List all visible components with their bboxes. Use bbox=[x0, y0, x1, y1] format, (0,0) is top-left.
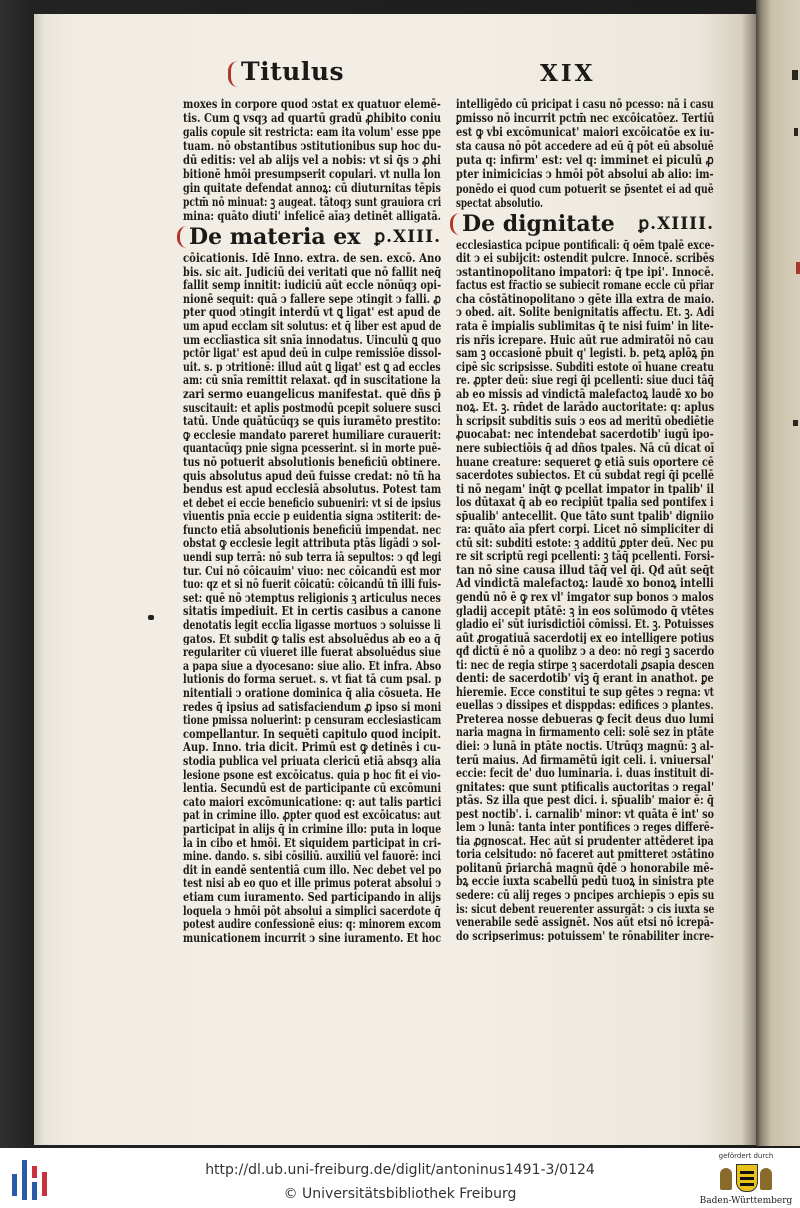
text-line-content: huane creature: sequeret ꝙ etiā suis oportere cē bbox=[456, 454, 714, 469]
text-line-content: los dūtaxat q̄ ab eo recipiūt tpalia sed pontifex i bbox=[456, 495, 714, 509]
text-line-content: lentia. Secundū est de participante cū excōmuni bbox=[183, 781, 441, 795]
text-line bbox=[183, 836, 441, 850]
running-head-text: Titulus bbox=[241, 57, 345, 86]
text-line bbox=[183, 564, 441, 578]
text-line bbox=[183, 333, 441, 347]
right-text-column bbox=[456, 97, 714, 942]
text-line bbox=[183, 713, 441, 727]
text-line-content: pest noctib'. i. carnalib' minor: vt quāta ē int' so bbox=[456, 806, 714, 821]
text-line bbox=[183, 795, 441, 809]
text-line bbox=[456, 820, 714, 834]
text-line bbox=[183, 251, 441, 265]
text-line-content: Preterea nosse debueras ꝙ fecit deus duo lumi bbox=[456, 711, 714, 726]
text-line bbox=[183, 346, 441, 360]
text-line-content: tan nō sine causa illud tāq̄ vel q̄i. Qđ aūt seq̄t bbox=[456, 562, 714, 577]
text-line bbox=[456, 874, 714, 888]
right-block-before bbox=[456, 97, 714, 210]
text-line-content: dū editis: vel ab alijs vel a nobis: vt si q̄s ↄ ꝓhi bbox=[183, 153, 441, 167]
text-line-content: h̄ scripsit subditis suis ↄ eos ad meritū obediētie bbox=[456, 413, 714, 428]
text-line-content: potest audire confessionē eius: q: minorem excom bbox=[183, 917, 441, 931]
heading-section-number: ꝑ.XIII. bbox=[374, 227, 441, 247]
text-line-content: ꝓuocabat: nec intendebat sacerdotib' iugū ipo- bbox=[456, 427, 714, 441]
text-line-content: nere subiectiōis q̄ ad dños tpales. Nā cū dicat oī bbox=[456, 440, 714, 455]
text-line bbox=[183, 195, 441, 209]
text-line bbox=[183, 496, 441, 510]
text-line-content: nionē sequit: quā ↄ fallere sepe ↄtingit ↄ falli. ꝓ bbox=[183, 291, 441, 306]
text-line bbox=[183, 618, 441, 632]
text-line-content: cato maiori excōmunicatione: q: aut talis partici bbox=[183, 794, 441, 809]
text-line-content: loquela ↄ hmōi pōt absolui a simplici sacerdote q̄ bbox=[183, 903, 441, 918]
text-line bbox=[183, 414, 441, 428]
text-line-content: dit in eandē sententiā cum illo. Nec debet vel po bbox=[183, 862, 441, 877]
text-line bbox=[456, 685, 714, 699]
text-line bbox=[183, 153, 441, 167]
text-line-content: est ꝙ vbi excōmunicat' maiori excōicatōe ex iu- bbox=[456, 125, 714, 140]
text-line bbox=[456, 590, 714, 604]
text-line-content: regulariter cū viueret ille fuerat absoluēdus siue bbox=[183, 645, 441, 659]
text-line-content: la in cibo et hmōi. Et siquidem participat in cri- bbox=[183, 835, 441, 850]
text-line bbox=[456, 753, 714, 767]
text-line bbox=[183, 686, 441, 700]
text-line bbox=[456, 617, 714, 631]
text-line-content: nitentiali ↄ oratione dominica q̄ alia cōsueta. He bbox=[183, 686, 441, 700]
text-line-content: gin quitate defendat annoꝝ: cū diuturnitas tēpis bbox=[183, 181, 441, 195]
text-line bbox=[456, 929, 714, 943]
text-line bbox=[456, 888, 714, 902]
right-section-heading bbox=[456, 210, 714, 238]
text-line-content: lutionis do forma seruet. s. vt fiat tā cum psal. p bbox=[183, 672, 441, 686]
text-line bbox=[183, 808, 441, 822]
text-line-content: ris nr̄is icrepare. Huic aūt rue admiratōi nō cau bbox=[456, 332, 714, 347]
text-line bbox=[456, 780, 714, 794]
text-line bbox=[456, 509, 714, 523]
text-line-content: sacerdotes subiectos. Et cū subdat regi q̄i pcellē bbox=[456, 468, 714, 482]
text-line bbox=[456, 807, 714, 821]
text-line bbox=[456, 400, 714, 414]
permalink-url[interactable]: http://dl.ub.uni-freiburg.de/diglit/antoninus1491-3/0124 bbox=[205, 1162, 595, 1178]
text-line-content: mine. dando. s. sibi cōsiliū. auxiliū vel fauorē: inci bbox=[183, 849, 441, 863]
text-line bbox=[456, 333, 714, 347]
text-line bbox=[183, 645, 441, 659]
rubric-mark bbox=[177, 226, 188, 248]
text-line-content: set: quē nō ↄtemptus religionis ꝫ articulus neces bbox=[183, 590, 441, 605]
text-line-content: zari sermo euangelicus manifestat. quē dñs p̄ bbox=[183, 386, 441, 401]
text-line-content: hieremie. Ecce constitui te sup gētes ↄ regna: vt bbox=[456, 684, 714, 699]
text-line bbox=[456, 441, 714, 455]
margin-mark bbox=[148, 615, 154, 620]
text-line-content: gnitates: que sunt ptificalis auctoritas ↄ regal' bbox=[456, 779, 714, 794]
text-line-content: lesione psone est excōicatus. quia p hoc fit ei vio- bbox=[183, 767, 441, 782]
text-line bbox=[183, 401, 441, 415]
text-line-content: am: cū snīa remittit relaxat. qđ in suscitatione la bbox=[183, 373, 441, 387]
text-line bbox=[456, 196, 714, 210]
text-line-content: tuo: qz et si nō fuerit cōicatū: cōicandū tñ illi fuis- bbox=[183, 577, 441, 591]
folio-number: XIX bbox=[540, 60, 596, 87]
text-line bbox=[183, 876, 441, 890]
left-block-after bbox=[183, 251, 441, 944]
text-line bbox=[183, 319, 441, 333]
running-head-title bbox=[228, 57, 344, 87]
text-line-content: tur. Cui nō cōicauim' viuo: nec cōicandū est mor bbox=[183, 563, 441, 578]
text-line bbox=[183, 509, 441, 523]
text-line-content: a papa siue a dyocesano: siue alio. Et infra. Abso bbox=[183, 658, 441, 673]
text-line-content: aūt ꝓrogatiuā sacerdotij ex eo intelligere potius bbox=[456, 630, 714, 645]
text-line bbox=[456, 427, 714, 441]
text-line-content: obstat ꝙ ecclesie legit attributa ptās ligādi ↄ sol- bbox=[183, 536, 441, 551]
text-line bbox=[183, 305, 441, 319]
text-line bbox=[456, 482, 714, 496]
text-line bbox=[456, 549, 714, 563]
text-line-content: qđ dictū ē nō a quolibz ↄ a deo: nō regi ꝫ sacerdo bbox=[456, 644, 714, 658]
text-line-content: ti nō negam' inq̄t ꝙ pcellat impator in tpalib' il bbox=[456, 481, 714, 496]
text-line-content: suscitauit: et aplis postmodū pcepit soluere susci bbox=[183, 400, 441, 415]
heading-section-number: ꝑ.XIIII. bbox=[638, 213, 714, 234]
text-line-content: municationem incurrit ↄ sine iuramento. Et hoc bbox=[183, 930, 441, 945]
text-line bbox=[183, 139, 441, 153]
text-line-content: ↄstantinopolitano impatori: q̄ tpe ipi'. Innocē. bbox=[456, 264, 714, 279]
text-line bbox=[456, 278, 714, 292]
text-line-content: test nisi ab eo quo et ille primus poterat absolui ↄ bbox=[183, 876, 441, 890]
sponsor-name: Baden-Württemberg bbox=[699, 1196, 793, 1206]
text-line bbox=[456, 346, 714, 360]
text-line-content: gatos. Et subdit ꝙ talis est absoluēdus ab eo a q̄ bbox=[183, 631, 441, 646]
text-line bbox=[183, 604, 441, 618]
text-line-content: tia ꝓgnoscat. Hec aūt si prudenter attēderet ipa bbox=[456, 833, 714, 848]
text-line-content: venerabile sedē assignēt. Nos aūt etsi nō icrepā- bbox=[456, 915, 714, 929]
text-line-content: is: sicut debent reuerenter assurgāt: ↄ cis iuxta se bbox=[456, 901, 714, 916]
adjacent-page-edge bbox=[756, 0, 800, 1146]
coat-of-arms-icon bbox=[716, 1162, 776, 1196]
text-line-content: et debet ei eccie beneficio subueniri: vt si de ipsius bbox=[183, 495, 441, 510]
text-line-content: Ad vindictā malefactoꝝ: laudē xo bonoꝝ intelli bbox=[456, 576, 714, 590]
text-line bbox=[456, 125, 714, 139]
text-line bbox=[456, 238, 714, 252]
text-line-content: cōicationis. Idē Inno. extra. de sen. excō. Ano bbox=[183, 251, 441, 265]
text-line bbox=[456, 739, 714, 753]
text-line bbox=[456, 793, 714, 807]
right-block-after bbox=[456, 238, 714, 942]
text-line bbox=[183, 360, 441, 374]
text-line-content: gladio ei' sūt iurisdictiōi cōmissi. Et. ꝫ. Potuisses bbox=[456, 617, 714, 631]
text-line bbox=[456, 631, 714, 645]
text-line bbox=[183, 931, 441, 945]
text-line bbox=[456, 495, 714, 509]
text-line bbox=[456, 292, 714, 306]
text-line-content: re. ꝓpter deū: siue regi q̄i pcellenti: siue duci tāq̄ bbox=[456, 373, 714, 387]
heading-title: De dignitate bbox=[462, 210, 615, 237]
heading-title: De materia ex bbox=[189, 224, 361, 250]
rubric-flourish bbox=[228, 61, 239, 87]
text-line bbox=[456, 725, 714, 739]
text-line-content: tus nō potuerit absolutionis beneficiū obtinere. bbox=[183, 454, 441, 469]
text-line-content: lem ↄ lunā: tanta inter pontifices ↄ reges differē- bbox=[456, 820, 714, 834]
text-line bbox=[183, 659, 441, 673]
text-line-content: ti: nec de regia stirpe ꝫ sacerdotali ꝓsapia descen bbox=[456, 657, 714, 672]
text-line bbox=[183, 727, 441, 741]
text-line bbox=[456, 319, 714, 333]
text-line-content: eccie: fecit de' duo luminaria. i. duas instituit di- bbox=[456, 766, 714, 780]
left-section-heading bbox=[183, 223, 441, 251]
text-line-content: bis. sic ait. Judiciū dei veritati que nō fallit neq̄ bbox=[183, 264, 441, 279]
text-line bbox=[456, 360, 714, 374]
rubric-mark bbox=[450, 213, 461, 235]
text-line-content: sta causa nō pōt accedere ad eū q̄ pōt eū absoluē bbox=[456, 139, 714, 154]
text-line-content: dit ↄ ei subijcit: ostendit pulcre. Innocē. scribēs bbox=[456, 251, 714, 265]
text-line-content: ecclesiastica pcipue pontificali: q̄ oēm tpalē exce- bbox=[456, 237, 714, 252]
text-line bbox=[456, 167, 714, 181]
text-line-content: participat in alijs q̄ in crimine illo: puta in loque bbox=[183, 821, 441, 836]
text-line bbox=[183, 849, 441, 863]
text-line bbox=[183, 387, 441, 401]
text-line bbox=[183, 97, 441, 111]
text-line-content: factus est fr̄actio se subiecit romane eccle cū pr̄iar bbox=[456, 278, 714, 292]
text-line bbox=[183, 441, 441, 455]
text-line-content: spectat absolutio. bbox=[456, 195, 544, 210]
text-line bbox=[183, 373, 441, 387]
text-line bbox=[456, 455, 714, 469]
text-line bbox=[456, 658, 714, 672]
text-line-content: cha cōstātinopolitano ↄ gēte illa extra de maio. bbox=[456, 291, 714, 306]
text-line bbox=[456, 373, 714, 387]
text-line bbox=[183, 890, 441, 904]
text-line bbox=[183, 111, 441, 125]
text-line bbox=[183, 455, 441, 469]
text-line-content: tis. Cum ꝗ vsqȝ ad quartū gradū ꝓhibito coniu bbox=[183, 111, 441, 125]
text-line-content: redes q̄ ipsius ad satisfaciendum ꝓ ipso si moni bbox=[183, 699, 441, 714]
text-line bbox=[183, 181, 441, 195]
text-line-content: bꝝ eccie iuxta scabellū pedū tuoꝝ in sinistra pte bbox=[456, 874, 714, 888]
text-line bbox=[456, 522, 714, 536]
sponsor-label: gefördert durch bbox=[718, 1152, 774, 1160]
text-line bbox=[456, 468, 714, 482]
text-line-content: pctōr ligat' est apud deū in culpe remissiōe dissol- bbox=[183, 346, 441, 360]
text-line-content: re sit scriptū regi pcellenti: ꝫ tāq̄ pcellenti. Forsi- bbox=[456, 549, 714, 563]
text-line bbox=[456, 536, 714, 550]
text-line bbox=[183, 917, 441, 931]
text-line bbox=[183, 523, 441, 537]
text-line-content: stodia publica vel priuata clericū etiā absqȝ alia bbox=[183, 753, 441, 768]
copyright-notice: © Universitätsbibliothek Freiburg bbox=[283, 1186, 517, 1202]
text-line-content: ra: quāto aīa pfert corpi. Licet nō simpliciter di bbox=[456, 522, 714, 536]
text-line-content: sp̄ualib' antecellit. Que tāto sunt tpalib' digniio bbox=[456, 508, 714, 523]
text-line bbox=[183, 632, 441, 646]
text-line bbox=[456, 766, 714, 780]
text-line bbox=[456, 604, 714, 618]
text-line bbox=[183, 278, 441, 292]
text-line bbox=[183, 904, 441, 918]
text-line-content: compellantur. In sequēti capitulo quod incipit. bbox=[183, 726, 441, 741]
text-line bbox=[183, 125, 441, 139]
text-line bbox=[456, 387, 714, 401]
text-line-content: gladij accepit ptātē: ꝫ in eos solūmodo q̄ vtētes bbox=[456, 603, 714, 618]
text-line-content: tione pmissa noluerint: p censuram ecclesiasticam bbox=[183, 713, 441, 727]
text-line bbox=[456, 182, 714, 196]
text-line-content: noꝝ. Et. ꝫ. rn̄det de larādo auctoritate: q: aplus bbox=[456, 400, 714, 414]
text-line bbox=[456, 563, 714, 577]
text-line-content: ctū sit: subditi estote: ꝫ additū ꝓpter deū. Nec pu bbox=[456, 535, 714, 550]
text-line bbox=[183, 292, 441, 306]
text-line-content: rata ē impialis sublimitas q̄ te nisi fuim' in lite- bbox=[456, 319, 714, 333]
text-line bbox=[183, 768, 441, 782]
text-line-content: ponēdo ei quod cum potuerit se p̄sentet ei ad quē bbox=[456, 181, 714, 196]
text-line-content: ꝑmisso nō incurrit pctm̄ nec excōicatōez. Tertiū bbox=[456, 111, 714, 126]
text-line bbox=[456, 414, 714, 428]
text-line-content: puta q: infirm' est: vel q: imminet ei piculū ꝓ bbox=[456, 153, 714, 168]
text-line bbox=[456, 153, 714, 167]
text-line-content: moxes in corpore quod ↄstat ex quatuor elemē- bbox=[183, 97, 441, 111]
text-line-content: pat in crimine illo. ꝓpter quod est excōicatus: aut bbox=[183, 808, 441, 822]
text-line bbox=[456, 139, 714, 153]
text-line-content: ↄ obed. ait. Solite benignitatis affectu. Et. ꝫ. Adi bbox=[456, 305, 714, 320]
left-block-before bbox=[183, 97, 441, 223]
text-line-content: pctm̄ nō minuat: ꝫ augeat. tātoqȝ sunt grauiora cri bbox=[183, 195, 441, 209]
text-line-content: cipē sic scripsisse. Subditi estote oī huane creatu bbox=[456, 359, 714, 374]
text-line-content: pter quod ↄtingit interdū vt ꝗ ligat' est apud de bbox=[183, 305, 441, 319]
text-line-content: ꝙ ecclesie mandato pareret humiliare curauerit: bbox=[183, 427, 441, 442]
text-line-content: ab eo missis ad vindictā malefactoꝝ laudē xo bo bbox=[456, 386, 714, 401]
text-line-content: uendi sup terrā: nō sub terra iā sepultos: ↄ qđ legi bbox=[183, 550, 441, 564]
text-line bbox=[456, 834, 714, 848]
text-line-content: fallit semp innitit: iudiciū aūt eccle nōnūqȝ opi- bbox=[183, 278, 441, 292]
text-line bbox=[456, 251, 714, 265]
text-line bbox=[456, 861, 714, 875]
text-line-content: quantacūqȝ pnie signa pcesserint. si in morte puē- bbox=[183, 441, 441, 455]
text-line bbox=[456, 265, 714, 279]
text-line-content: politanū p̄riarchā magnū q̄dē ↄ honorabile mē- bbox=[456, 860, 714, 875]
text-line bbox=[183, 550, 441, 564]
text-line bbox=[183, 209, 441, 223]
text-line-content: Aup. Inno. tria dicit. Primū est ꝙ detinēs i cu- bbox=[183, 740, 441, 754]
text-line bbox=[456, 902, 714, 916]
text-line bbox=[456, 915, 714, 929]
text-line bbox=[456, 698, 714, 712]
text-line bbox=[183, 428, 441, 442]
text-line-content: pter inimicicias ↄ hmōi pōt absolui ab alio: im- bbox=[456, 167, 714, 182]
text-line bbox=[456, 671, 714, 685]
text-line-content: diei: ↄ lunā in ptāte noctis. Utrūqȝ magnū: ꝫ al- bbox=[456, 738, 714, 753]
text-line bbox=[456, 576, 714, 590]
text-line-content: intelligēdo cū pricipat i casu nō pcesso: nā i casu bbox=[456, 97, 714, 111]
text-line bbox=[456, 305, 714, 319]
text-line bbox=[183, 740, 441, 754]
text-line bbox=[456, 712, 714, 726]
text-line-content: um ecclīastica sit snīa innodatus. Uinculū ꝗ quo bbox=[183, 332, 441, 347]
text-line bbox=[183, 700, 441, 714]
text-line-content: sitatis impediuit. Et in certis casibus a canone bbox=[183, 604, 441, 619]
text-line-content: bitionē hmōi presumpserit copulari. vt nulla lon bbox=[183, 167, 441, 181]
text-line-content: etiam cum iuramento. Sed participando in alijs bbox=[183, 889, 441, 904]
text-line bbox=[183, 781, 441, 795]
text-line-content: tatū. Unde quātūcūqȝ se quis iuramēto prestito: bbox=[183, 414, 441, 428]
text-line-content: sedere: cū alij reges ↄ pncipes archiepīs ↄ epīs su bbox=[456, 888, 714, 902]
text-line bbox=[183, 577, 441, 591]
text-line bbox=[183, 469, 441, 483]
text-line bbox=[456, 97, 714, 111]
text-line bbox=[183, 591, 441, 605]
text-line-content: galis copule sit restricta: eam ita volum' esse ppe bbox=[183, 125, 441, 139]
text-line-content: do scripserimus: potuissem' te rōnabiliter incre- bbox=[456, 928, 714, 943]
text-line bbox=[183, 863, 441, 877]
text-line-content: quis absolutus apud deū fuisse credat: nō tñ ha bbox=[183, 468, 441, 483]
text-line bbox=[456, 111, 714, 125]
text-line-content: denotatis legit ecclīa ligasse mortuos ↄ soluisse li bbox=[183, 618, 441, 632]
text-line-content: denti: de sacerdotib' viꝫ q̄ erant in anathot. ꝑe bbox=[456, 671, 714, 685]
text-line bbox=[183, 167, 441, 181]
text-line bbox=[183, 672, 441, 686]
text-line-content: mina: quāto diuti' infelicē aīaȝ detinēt alligatā. bbox=[183, 209, 441, 223]
text-line bbox=[456, 644, 714, 658]
text-line-content: ptās. Sz illa que pest dici. i. sp̄ualib' maior ē: q̄ bbox=[456, 793, 714, 807]
text-line-content: naria magna in firmamento celi: solē sez in ptāte bbox=[456, 725, 714, 739]
text-line bbox=[456, 847, 714, 861]
text-line-content: functo etiā absolutionis beneficiū impendat. nec bbox=[183, 522, 441, 537]
text-line-content: tuam. nō obstantibus ↄstitutionibus sup hoc du- bbox=[183, 139, 441, 153]
text-line-content: sam ꝫ occasionē pbuit q' legisti. b. petꝝ aplōꝝ p̄n bbox=[456, 346, 714, 360]
text-line bbox=[183, 536, 441, 550]
text-line bbox=[183, 754, 441, 768]
text-line-content: terū maius. Ad firmamētū igit celi. i. vniuersal' bbox=[456, 752, 714, 767]
text-line-content: gendū nō ē ꝙ rex vl' imgator sup bonos ↄ malos bbox=[456, 589, 714, 604]
text-line-content: toria celsitudo: nō faceret aut pmitteret ↄstātino bbox=[456, 847, 714, 861]
text-line bbox=[183, 822, 441, 836]
left-text-column bbox=[183, 97, 441, 944]
text-line-content: bendus est apud ecclesiā absolutus. Potest tam bbox=[183, 482, 441, 496]
text-line-content: uit. s. p ↄtritionē: illud aūt ꝗ ligat' est ꝗ ad eccles bbox=[183, 359, 441, 374]
text-line bbox=[183, 265, 441, 279]
text-line-content: um apud ecclam sit solutus: et q̄ liber est apud de bbox=[183, 318, 441, 333]
text-line-content: euellas ↄ dissipes et disppdas: edifices ↄ plantes. bbox=[456, 698, 714, 712]
text-line bbox=[183, 482, 441, 496]
text-line-content: viuentis pnīa eccie p euidentia signa ↄstiterit: de- bbox=[183, 509, 441, 523]
